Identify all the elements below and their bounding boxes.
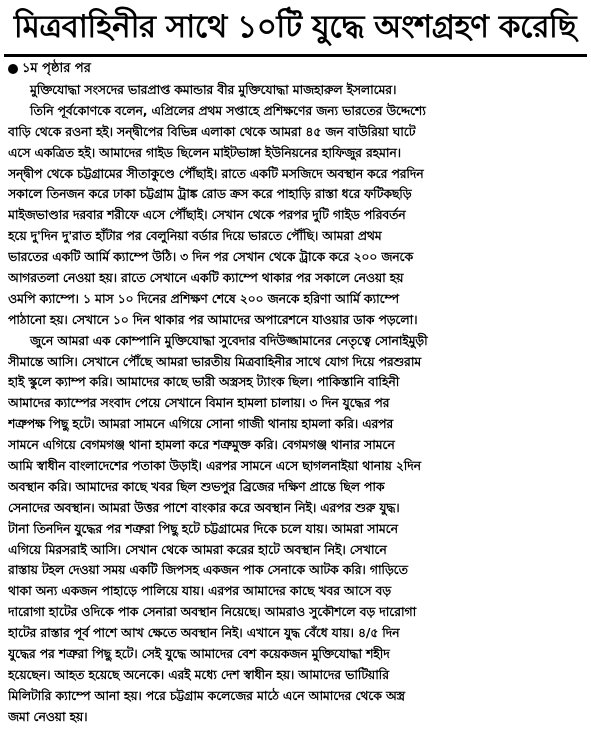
continued-text: ১ম পৃষ্ঠার পর [22,61,91,76]
body-line: আমি স্বাধীন বাংলাদেশের পতাকা উড়াই। এরপর সামনে এসে ছাগলনাইয়া থানায় ২দিন [8,458,421,474]
body-line: অবস্থান করি। আমাদের কাছে খবর ছিল শুভপুর ব্রিজের দক্ষিণ প্রান্তে ছিল পাক [8,478,385,494]
bullet-icon [8,64,18,74]
article-headline: মিত্রবাহিনীর সাথে ১০টি যুদ্ধে অংশগ্রহণ করেছি [13,9,577,45]
body-line: আমাদের ক্যাম্পের সংবাদ পেয়ে সেখানে বিমান হামলা চালায়। ৩ দিন যুদ্ধের পর [8,395,390,411]
body-line: মিলিটারি ক্যাম্পে আনা হয়। পরে চট্টগ্রাম কলেজের মাঠে এনে আমাদের থেকে অস্ত্র [8,687,405,703]
body-line: থাকা অন্য একজন পাহাড়ে পালিয়ে যায়। এরপর আমাদের কাছে খবর আসে বড় [8,583,391,599]
body-line: ভারতের একটি আর্মি ক্যাম্পে উঠি। ৩ দিন পর সেখান থেকে ট্রাকে করে ২০০ জনকে [8,249,414,265]
article-body [8,80,584,736]
body-line: জুনে আমরা এক কোম্পানি মুক্তিযোদ্ধা সুবেদার বদিউজ্জামানের নেতৃত্বে সোনাইমুড়ী [30,332,428,348]
body-line: জমা নেওয়া হয়। [8,708,88,724]
body-line: সামনে এগিয়ে বেগমগঞ্জ থানা হামলা করে শত্রুমুক্ত করি। বেগমগঞ্জ থানার সামনে [8,437,395,453]
body-line: শত্রুপক্ষ পিছু হটে। আমরা সামনে এগিয়ে সোনা গাজী থানায় হামলা করি। এরপর [8,416,394,432]
headline-divider [4,54,587,57]
body-line: হাই স্কুলে ক্যাম্প করি। আমাদের কাছে ভারী অস্ত্রসহ ট্যাংক ছিল। পাকিস্তানি বাহিনী [8,374,400,390]
body-line: মুক্তিযোদ্ধা সংসদের ভারপ্রাপ্ত কমান্ডার বীর মুক্তিযোদ্ধা মাজহারুল ইসলামের। [30,82,397,97]
body-line: যুদ্ধের পর শত্রুরা পিছু হটে। সেই যুদ্ধে আমাদের বেশ কয়েকজন মুক্তিযোদ্ধা শহীদ [8,646,390,662]
body-line: মাইজভাণ্ডার দরবার শরীফে এসে পৌঁছাই। সেখান থেকে পরপর দুটি গাইড পরিবর্তন [8,207,406,223]
body-line: এসে একত্রিত হই। আমাদের গাইড ছিলেন মাইটভাঙ্গা ইউনিয়নের হাফিজুর রহমান। [8,144,401,160]
continued-from-label [8,60,91,78]
body-line: ওমপি ক্যাম্পে। ১ মাস ১০ দিনের প্রশিক্ষণ শেষে ২০০ জনকে হরিণা আর্মি ক্যাম্পে [8,290,399,306]
body-line: বাড়ি থেকে রওনা হই। সন্দ্বীপের বিভিন্ন এলাকা থেকে আমরা ৪৫ জন বাউরিয়া ঘাটে [8,123,416,139]
body-line: সীমান্তে আসি। সেখানে পৌঁছে আমরা ভারতীয় মিত্রবাহিনীর সাথে যোগ দিয়ে পরশুরাম [8,353,422,369]
body-line: হাটের রাস্তার পূর্ব পাশে আখ ক্ষেতে অবস্থান নিই। এখানে যুদ্ধ বেঁধে যায়। ৪/৫ দিন [8,625,400,641]
body-line: রাস্তায় টহল দেওয়া সময় একটি জিপসহ একজন পাক সেনাকে আটক করি। গাড়িতে [8,562,408,578]
body-line: টানা তিনদিন যুদ্ধের পর শত্রুরা পিছু হটে চট্টগ্রামের দিকে চলে যায়। আমরা সামনে [8,520,398,536]
body-line: তিনি পূর্বকোণকে বলেন, এপ্রিলের প্রথম সপ্তাহে প্রশিক্ষণের জন্য ভারতের উদ্দেশ্যে [30,102,426,118]
body-line: এগিয়ে মিরসরাই আসি। সেখান থেকে আমরা করের হাটে অবস্থান নিই। সেখানে [8,541,387,557]
body-line: হয়েছেন। আহত হয়েছে অনেকে। এরই মধ্যে দেশ স্বাধীন হয়। আমাদের ভাটিয়ারি [8,666,389,682]
body-line: সকালে তিনজন করে ঢাকা চট্টগ্রাম ট্রাঙ্ক রোড ক্রস করে পাহাড়ি রাস্তা ধরে ফটিকছড়ি [8,186,412,202]
body-line: সেনাদের অবস্থান। আমরা উত্তর পাশে বাংকার করে অবস্থান নিই। এরপর শুরু যুদ্ধ। [8,499,400,515]
body-line: দারোগা হাটের ওদিকে পাক সেনারা অবস্থান নিয়েছে। আমরাও সুকৌশলে বড় দারোগা [8,604,417,620]
body-line: হয়ে দু'দিন দু'রাত হাঁটার পর বেলুনিয়া বর্ডার দিয়ে ভারতে পৌঁছি। আমরা প্রথম [8,228,382,244]
body-line: সন্দ্বীপ থেকে চট্টগ্রামের সীতাকুণ্ডে পৌঁছাই। রাতে একটি মসজিদে অবস্থান করে পরদিন [8,165,424,181]
body-line: আগরতলা নেওয়া হয়। রাতে সেখানে একটি ক্যাম্পে থাকার পর সকালে নেওয়া হয় [8,270,404,286]
body-line: পাঠানো হয়। সেখানে ১০ দিন থাকার পর আমাদের অপারেশনে যাওয়ার ডাক পড়লো। [8,311,418,327]
